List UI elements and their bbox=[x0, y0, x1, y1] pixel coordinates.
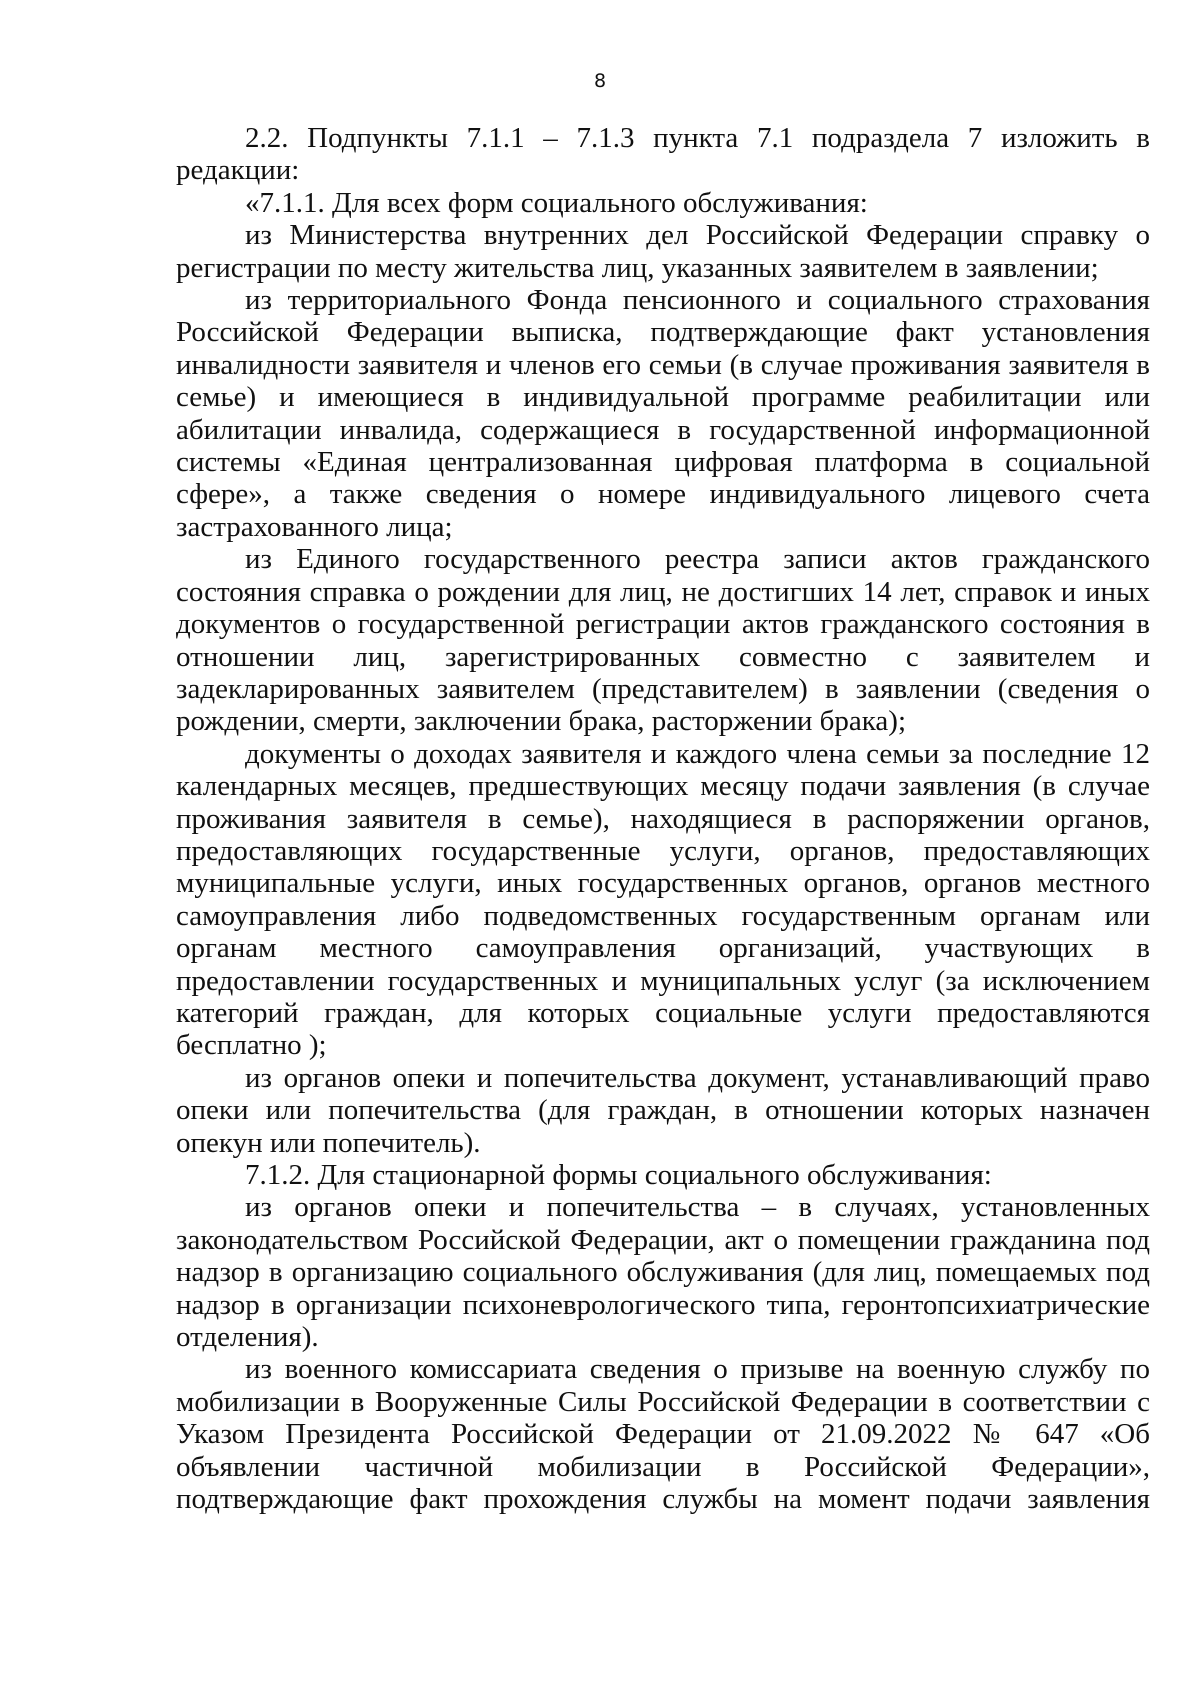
paragraph-guardianship-document: из органов опеки и попечительства документ, устанавливающий право опеки или попечительства (для граждан, в отношении которых назначен опекун или попечитель). bbox=[176, 1061, 1150, 1159]
paragraph-mvd-certificate: из Министерства внутренних дел Российской Федерации справку о регистрации по месту жительства лиц, указанных заявителем в заявлении; bbox=[176, 219, 1150, 284]
paragraph-7-1-1-title: «7.1.1. Для всех форм социального обслуживания: bbox=[245, 186, 868, 219]
paragraph-income-documents: документы о доходах заявителя и каждого члена семьи за последние 12 календарных месяцев, предшествующих месяцу подачи заявления (в случае проживания заявителя в семье), находящиеся в распоряжении органов, предоставляющих государственные услуги, органов, предоставляющих муниципальные услуги, иных государственных органов, органов местного самоуправления либо подведомственных государственным органам или органам местного самоуправления организаций, участвующих в предоставлении государственных и муниципальных услуг (за исключением категорий граждан, для которых социальные услуги предоставляются бесплатно ); bbox=[176, 737, 1150, 1062]
paragraph-pension-fund: из территориального Фонда пенсионного и социального страхования Российской Федерации выписка, подтверждающие факт установления инвалидности заявителя и членов его семьи (в случае проживания заявителя в семье) и имеющиеся в индивидуальной программе реабилитации или абилитации инвалида, содержащиеся в государственной информационной системы «Единая централизованная цифровая платформа в социальной сфере», а также сведения о номере индивидуального лицевого счета застрахованного лица; bbox=[176, 284, 1150, 543]
page-number: 8 bbox=[593, 70, 607, 92]
document-body bbox=[176, 122, 1150, 1515]
paragraph-military-commissariat: из военного комиссариата сведения о призыве на военную службу по мобилизации в Вооруженные Силы Российской Федерации в соответствии с Указом Президента Российской Федерации от 21.09.2022 № 647 «Об объявлении частичной мобилизации в Российской Федерации», подтверждающие факт прохождения службы на момент подачи заявления bbox=[176, 1353, 1150, 1516]
paragraph-supervision-act: из органов опеки и попечительства – в случаях, установленных законодательством Российской Федерации, акт о помещении гражданина под надзор в организацию социального обслуживания (для лиц, помещаемых под надзор в организации психоневрологического типа, геронтопсихиатрические отделения). bbox=[176, 1191, 1150, 1354]
paragraph-2-2-heading: 2.2. Подпункты 7.1.1 – 7.1.3 пункта 7.1 подраздела 7 изложить в редакции: bbox=[176, 122, 1150, 187]
paragraph-7-1-2-title: 7.1.2. Для стационарной формы социального обслуживания: bbox=[245, 1159, 992, 1191]
paragraph-civil-registry: из Единого государственного реестра записи актов гражданского состояния справка о рождении для лиц, не достигших 14 лет, справок и иных документов о государственной регистрации актов гражданского состояния в отношении лиц, зарегистрированных совместно с заявителем и задекларированных заявителем (представителем) в заявлении (сведения о рождении, смерти, заключении брака, расторжении брака); bbox=[176, 543, 1150, 738]
